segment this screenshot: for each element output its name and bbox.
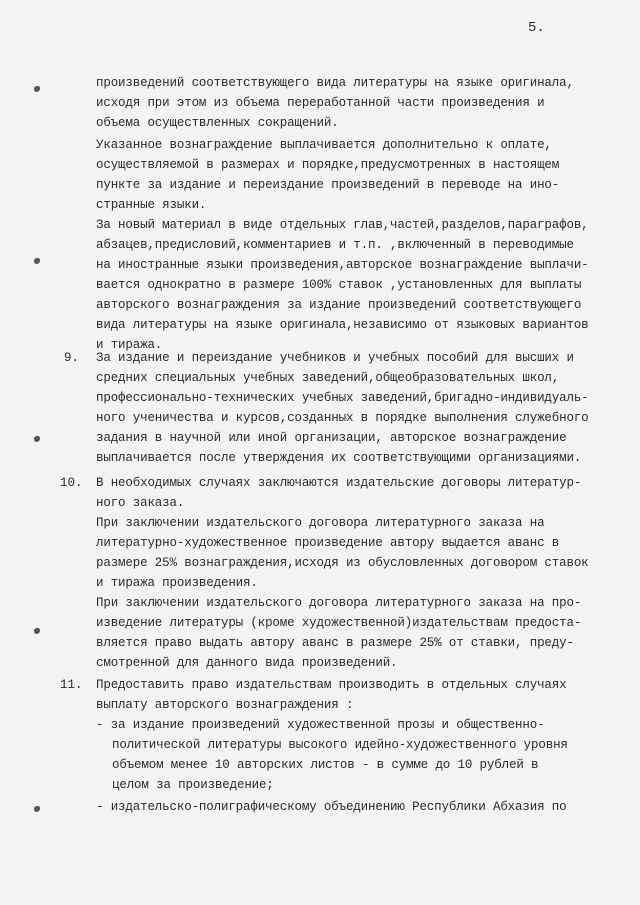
text-line: политической литературы высокого идейно-художественного уровня bbox=[112, 738, 568, 752]
text-line: и тиража произведения. bbox=[96, 576, 258, 590]
text-line: В необходимых случаях заключаются издательские договоры литератур- bbox=[96, 476, 582, 490]
text-line: авторского вознаграждения за издание произведений соответствующего bbox=[96, 298, 582, 312]
text-line: исходя при этом из объема переработанной части произведения и bbox=[96, 96, 545, 110]
text-line: выплачивается после утверждения их соответствующими организациями. bbox=[96, 451, 582, 465]
text-line: литературно-художественное произведение автору выдается аванс в bbox=[96, 536, 560, 550]
text-line: вляется право выдать автору аванс в размере 25% от ставки, преду- bbox=[96, 636, 574, 650]
page-number: 5. bbox=[528, 20, 545, 36]
punch-hole-mark bbox=[34, 436, 40, 442]
text-line: - за издание произведений художественной прозы и общественно- bbox=[96, 718, 545, 732]
text-line: произведений соответствующего вида литературы на языке оригинала, bbox=[96, 76, 574, 90]
text-line: изведение литературы (кроме художественной)издательствам предоста- bbox=[96, 616, 582, 630]
text-line: выплату авторского вознаграждения : bbox=[96, 698, 354, 712]
text-line: Указанное вознаграждение выплачивается дополнительно к оплате, bbox=[96, 138, 552, 152]
text-line: пункте за издание и переиздание произведений в переводе на ино- bbox=[96, 178, 560, 192]
text-line: на иностранные языки произведения,авторское вознаграждение выплачи- bbox=[96, 258, 589, 272]
text-line: ного заказа. bbox=[96, 496, 185, 510]
text-line: осуществляемой в размерах и порядке,предусмотренных в настоящем bbox=[96, 158, 560, 172]
text-line: объема осуществленных сокращений. bbox=[96, 116, 339, 130]
paragraph-number: 10. bbox=[60, 476, 83, 490]
paragraph-number: 11. bbox=[60, 678, 83, 692]
text-line: Предоставить право издательствам производить в отдельных случаях bbox=[96, 678, 567, 692]
text-line: и тиража. bbox=[96, 338, 163, 352]
text-line: средних специальных учебных заведений,общеобразовательных школ, bbox=[96, 371, 560, 385]
text-line: За издание и переиздание учебников и учебных пособий для высших и bbox=[96, 351, 574, 365]
text-line: - издательско-полиграфическому объединению Республики Абхазия по bbox=[96, 800, 567, 814]
punch-hole-mark bbox=[34, 258, 40, 264]
text-line: вается однократно в размере 100% ставок ,установленных для выплаты bbox=[96, 278, 582, 292]
text-line: вида литературы на языке оригинала,независимо от языковых вариантов bbox=[96, 318, 589, 332]
text-line: ного ученичества и курсов,созданных в порядке выполнения служебного bbox=[96, 411, 589, 425]
paragraph-number: 9. bbox=[64, 351, 80, 365]
punch-hole-mark bbox=[34, 628, 40, 634]
text-line: профессионально-технических учебных заведений,бригадно-индивидуаль- bbox=[96, 391, 589, 405]
text-line: размере 25% вознаграждения,исходя из обусловленных договором ставок bbox=[96, 556, 589, 570]
text-line: задания в научной или иной организации, авторское вознаграждение bbox=[96, 431, 567, 445]
text-line: При заключении издательского договора литературного заказа на про- bbox=[96, 596, 582, 610]
punch-hole-mark bbox=[34, 806, 40, 812]
text-line: смотренной для данного вида произведений. bbox=[96, 656, 398, 670]
text-line: абзацев,предисловий,комментариев и т.п. ,включенный в переводимые bbox=[96, 238, 574, 252]
text-line: объемом менее 10 авторских листов - в сумме до 10 рублей в bbox=[112, 758, 539, 772]
text-line: За новый материал в виде отдельных глав,частей,разделов,параграфов, bbox=[96, 218, 589, 232]
text-line: странные языки. bbox=[96, 198, 207, 212]
punch-hole-mark bbox=[34, 86, 40, 92]
text-line: При заключении издательского договора литературного заказа на bbox=[96, 516, 545, 530]
text-line: целом за произведение; bbox=[112, 778, 274, 792]
